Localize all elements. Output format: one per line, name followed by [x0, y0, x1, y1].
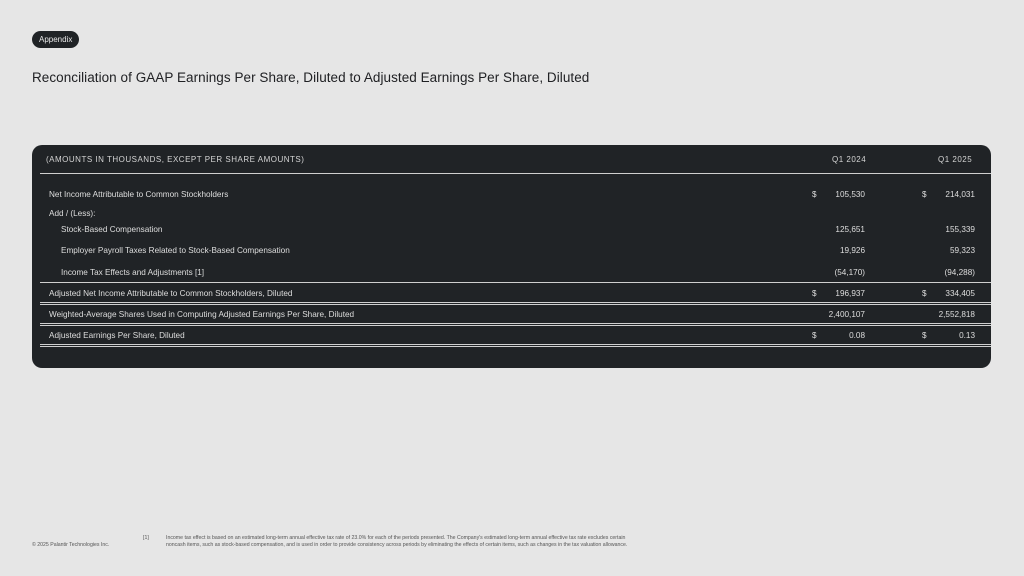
cell-q1-2025: 0.13	[959, 331, 975, 340]
cell-q1-2025: 59,323	[949, 246, 975, 255]
column-header-q1-2024: Q1 2024	[832, 155, 867, 164]
currency-symbol: $	[922, 331, 927, 340]
cell-q1-2025: 155,339	[945, 225, 975, 234]
double-rule-top	[40, 344, 991, 345]
row-label: Income Tax Effects and Adjustments [1]	[61, 268, 205, 277]
cell-q1-2024: 125,651	[835, 225, 865, 234]
row-label: Adjusted Net Income Attributable to Common Stockholders, Diluted	[49, 289, 293, 298]
cell-q1-2025: 2,552,818	[938, 310, 975, 319]
cell-q1-2024: 19,926	[839, 246, 865, 255]
currency-symbol: $	[922, 190, 927, 199]
cell-q1-2024: 105,530	[835, 190, 865, 199]
cell-q1-2025: (94,288)	[944, 268, 975, 277]
copyright-text: © 2025 Palantir Technologies Inc.	[32, 542, 110, 548]
cell-q1-2025: 334,405	[945, 289, 975, 298]
currency-symbol: $	[812, 289, 817, 298]
footnote-line: Income tax effect is based on an estimated long-term annual effective tax rate of 23.0% for each of the periods presented. The Company's estimated long-term annual effective tax rate excludes certain	[166, 535, 626, 541]
table-units-header: (AMOUNTS IN THOUSANDS, EXCEPT PER SHARE AMOUNTS)	[46, 155, 305, 164]
cell-q1-2024: (54,170)	[834, 268, 865, 277]
currency-symbol: $	[812, 331, 817, 340]
row-label: Net Income Attributable to Common Stockholders	[49, 190, 229, 199]
header-divider	[40, 173, 991, 174]
row-label: Employer Payroll Taxes Related to Stock-Based Compensation	[61, 246, 290, 255]
footnote-line: noncash items, such as stock-based compensation, and is used in order to provide consistency across periods by eliminating the effects of certain items, such as changes in the tax valuation allowance.	[166, 542, 628, 548]
row-label: Add / (Less):	[49, 209, 96, 218]
table-row	[0, 242, 1024, 258]
currency-symbol: $	[922, 289, 927, 298]
currency-symbol: $	[812, 190, 817, 199]
double-rule-bottom	[40, 304, 991, 305]
column-header-q1-2025: Q1 2025	[938, 155, 973, 164]
row-label: Adjusted Earnings Per Share, Diluted	[49, 331, 185, 340]
footnote-marker: [1]	[143, 535, 149, 541]
table-row	[0, 285, 1024, 301]
double-rule-top	[40, 323, 991, 324]
table-row	[0, 264, 1024, 280]
double-rule-bottom	[40, 346, 991, 347]
table-row	[0, 327, 1024, 343]
footnote-text	[166, 535, 766, 549]
cell-q1-2024: 2,400,107	[828, 310, 865, 319]
cell-q1-2024: 0.08	[849, 331, 865, 340]
table-row	[0, 221, 1024, 237]
page-title: Reconciliation of GAAP Earnings Per Share, Diluted to Adjusted Earnings Per Share, Diluted	[32, 70, 590, 85]
table-row	[0, 306, 1024, 322]
double-rule-bottom	[40, 325, 991, 326]
row-label: Stock-Based Compensation	[61, 225, 163, 234]
double-rule-top	[40, 302, 991, 303]
subtotal-rule	[40, 282, 991, 283]
cell-q1-2025: 214,031	[945, 190, 975, 199]
appendix-badge: Appendix	[32, 31, 79, 48]
table-row	[0, 186, 1024, 202]
table-row	[0, 205, 1024, 221]
row-label: Weighted-Average Shares Used in Computing Adjusted Earnings Per Share, Diluted	[49, 310, 355, 319]
cell-q1-2024: 196,937	[835, 289, 865, 298]
